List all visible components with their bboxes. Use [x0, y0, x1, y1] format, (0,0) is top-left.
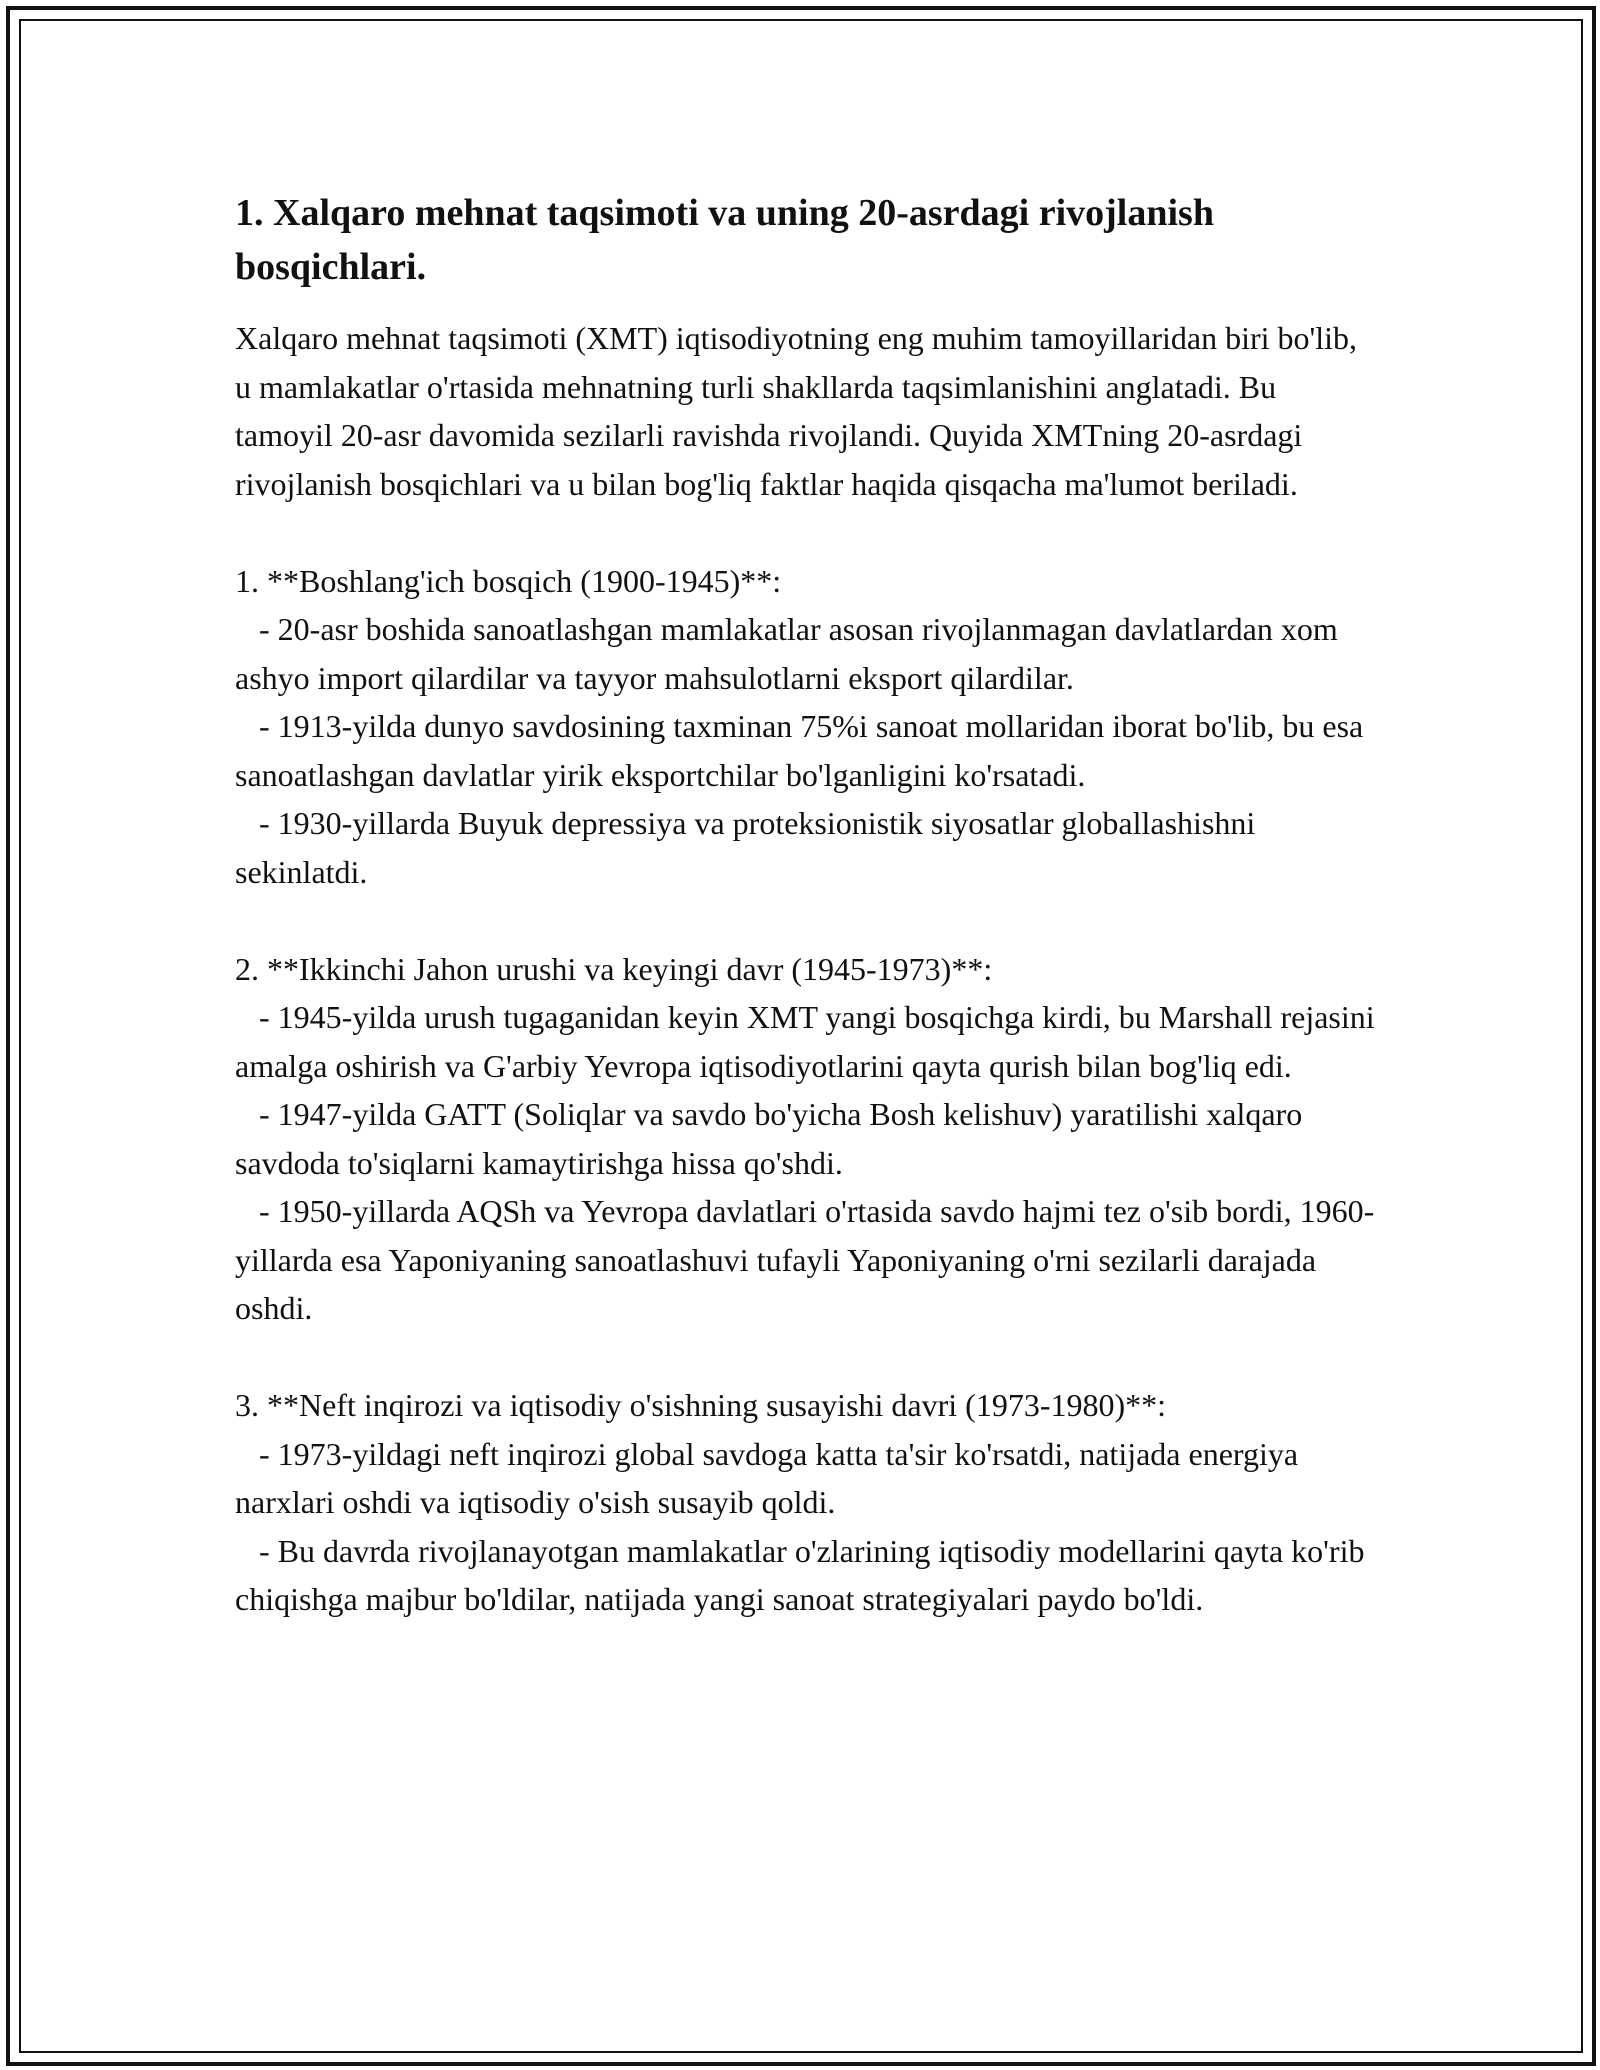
section-1-item-2: - 1913-yilda dunyo savdosining taxminan 75%i sanoat mollaridan iborat bo'lib, bu esa sanoatlashgan davlatlar yirik eksportchilar bo'lganligini ko'rsatadi.: [235, 708, 1372, 793]
intro-paragraph: [235, 314, 1383, 1624]
document-body: [235, 186, 1383, 1624]
section-3-item-1: - 1973-yildagi neft inqirozi global savdoga katta ta'sir ko'rsatdi, natijada energiya narxlari oshdi va iqtisodiy o'sish susayib qoldi.: [235, 1435, 1307, 1520]
section-3-title: 3. **Neft inqirozi va iqtisodiy o'sishning susayishi davri (1973-1980)**:: [235, 1387, 1167, 1423]
section-1-item-1: - 20-asr boshida sanoatlashgan mamlakatlar asosan rivojlanmagan davlatlardan xom ashyo import qilardilar va tayyor mahsulotlarni eksport qilardilar.: [235, 611, 1346, 696]
section-2-item-1: - 1945-yilda urush tugaganidan keyin XMT yangi bosqichga kirdi, bu Marshall rejasini amalga oshirish va G'arbiy Yevropa iqtisodiyotlarini qayta qurish bilan bog'liq edi.: [235, 999, 1383, 1084]
intro-text: Xalqaro mehnat taqsimoti (XMT) iqtisodiyotning eng muhim tamoyillaridan biri bo'lib, u mamlakatlar o'rtasida mehnatning turli shakllarda taqsimlanishini anglatadi. Bu tamoyil 20-asr davomida sezilarli ravishda rivojlandi. Quyida XMTning 20-asrdagi rivojlanish bosqichlari va u bilan bog'liq faktlar haqida qisqacha ma'lumot beriladi.: [235, 320, 1366, 502]
section-2-item-2: - 1947-yilda GATT (Soliqlar va savdo bo'yicha Bosh kelishuv) yaratilishi xalqaro savdoda to'siqlarni kamaytirishga hissa qo'shdi.: [235, 1096, 1311, 1181]
document-heading: 1. Xalqaro mehnat taqsimoti va uning 20-asrdagi rivojlanish bosqichlari.: [235, 192, 1214, 288]
section-1-title: 1. **Boshlang'ich bosqich (1900-1945)**:: [235, 562, 782, 599]
section-1-item-3: - 1930-yillarda Buyuk depressiya va proteksionistik siyosatlar globallashishni sekinlatdi.: [235, 805, 1264, 890]
section-2-title: 2. **Ikkinchi Jahon urushi va keyingi davr (1945-1973)**:: [235, 950, 993, 987]
section-3-item-2: - Bu davrda rivojlanayotgan mamlakatlar o'zlarining iqtisodiy modellarini qayta ko'rib chiqishga majbur bo'ldilar, natijada yangi sanoat strategiyalari paydo bo'ldi.: [235, 1532, 1373, 1617]
section-2-item-3: - 1950-yillarda AQSh va Yevropa davlatlari o'rtasida savdo hajmi tez o'sib bordi, 1960-yillarda esa Yaponiyaning sanoatlashuvi tufayli Yaponiyaning o'rni sezilarli darajada oshdi.: [235, 1193, 1375, 1326]
